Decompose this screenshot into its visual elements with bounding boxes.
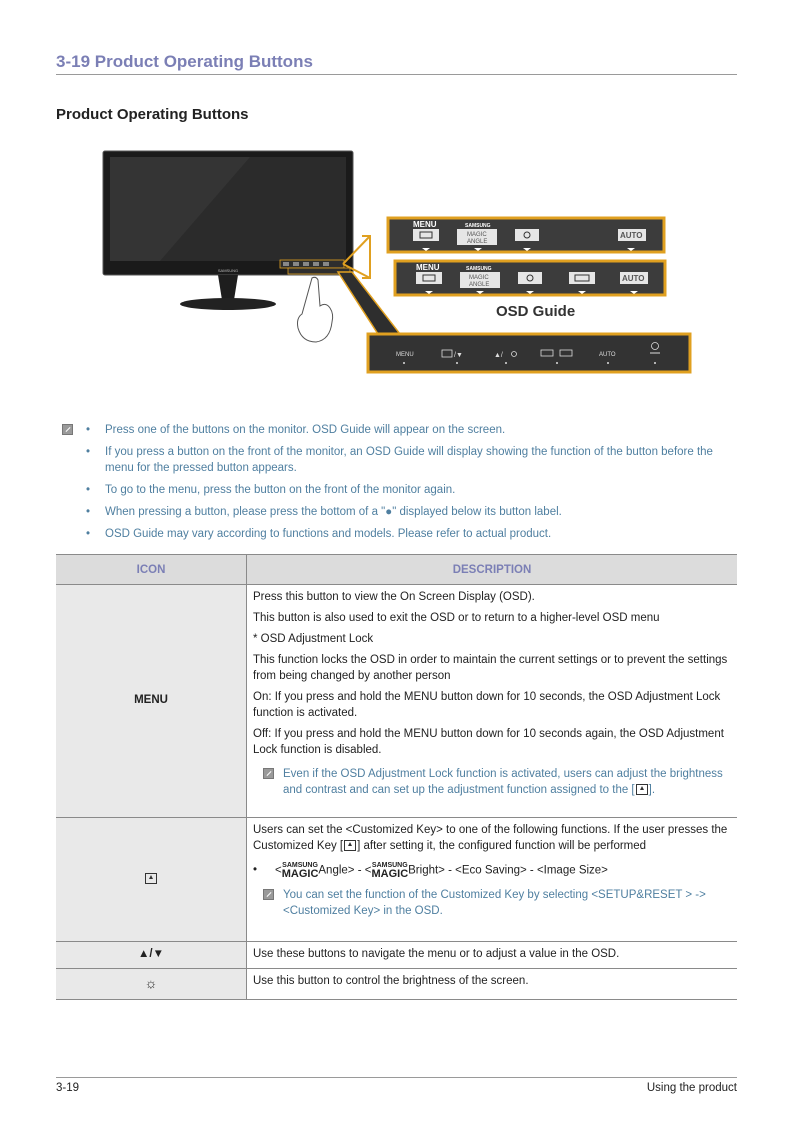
customized-key-description-cell [247, 818, 738, 942]
custom-note: You can set the function of the Customized Key by selecting <SETUP&RESET > -> <Customized Key> in the OSD. [253, 887, 731, 919]
table-row-menu [56, 585, 737, 818]
custom-desc-p1: Users can set the <Customized Key> to one of the following functions. If the user presses the Customized Key [ ] after setting it, the configured function will be performed [253, 824, 728, 852]
note-item: • When pressing a button, please press the bottom of a "●" displayed below its button label. [86, 504, 738, 520]
svg-text:ANGLE: ANGLE [469, 282, 490, 288]
page-subtitle: Product Operating Buttons [56, 106, 249, 123]
svg-text:AUTO: AUTO [599, 352, 616, 358]
navigation-description-cell: Use these buttons to navigate the menu or to adjust a value in the OSD. [247, 942, 738, 969]
menu-description-cell [247, 585, 738, 818]
menu-note [253, 766, 731, 798]
svg-text:AUTO: AUTO [622, 274, 645, 283]
note-item: • Press one of the buttons on the monitor. OSD Guide will appear on the screen. [86, 422, 738, 438]
menu-desc-p4: This function locks the OSD in order to maintain the current settings or to prevent the settings from being changed by another person [253, 654, 728, 682]
table-row-customized-key [56, 818, 737, 942]
note-item: • If you press a button on the front of the monitor, an OSD Guide will display showing the function of the button before the menu for the pressed button appears. [86, 444, 738, 476]
menu-desc-p2: This button is also used to exit the OSD or to return to a higher-level OSD menu [253, 612, 660, 624]
menu-note-text-a: Even if the OSD Adjustment Lock function is activated, users can adjust the brightness and contrast and can set up the adjustment function assigned to the [ [283, 768, 723, 796]
note-icon [263, 768, 274, 779]
osd-guide-row-2 [395, 261, 665, 295]
svg-text:MAGIC: MAGIC [469, 275, 489, 281]
table-row-brightness [56, 969, 737, 1000]
product-figure [100, 148, 700, 388]
footer-divider [56, 1077, 737, 1078]
menu-desc-p6: Off: If you press and hold the MENU button down for 10 seconds again, the OSD Adjustment Lock function is disabled. [253, 728, 724, 756]
table-header-row [56, 555, 737, 585]
note-icon [62, 424, 73, 435]
notes-block [62, 422, 738, 548]
title-divider [56, 74, 737, 75]
note-icon [263, 889, 274, 900]
button-panel [368, 334, 690, 372]
menu-desc-p3: * OSD Adjustment Lock [253, 633, 374, 645]
svg-text:/▼: /▼ [454, 352, 463, 359]
brightness-description-cell: Use this button to control the brightness of the screen. [247, 969, 738, 1000]
svg-text:MENU: MENU [396, 352, 414, 358]
navigation-icon-cell: ▲/▼ [56, 942, 247, 969]
svg-text:SAMSUNG: SAMSUNG [466, 266, 492, 272]
menu-note-text-b: ]. [648, 784, 656, 796]
customized-key-icon-cell [56, 818, 247, 942]
svg-text:▲/: ▲/ [494, 352, 503, 359]
svg-text:MENU: MENU [413, 220, 437, 229]
description-column-header: DESCRIPTION [247, 555, 738, 585]
page-number: 3-19 [56, 1082, 80, 1094]
monitor-illustration [103, 151, 400, 342]
svg-text:SAMSUNG: SAMSUNG [465, 223, 491, 229]
chapter-name: Using the product [646, 1082, 737, 1094]
buttons-table [56, 554, 737, 1000]
monitor-brand: SAMSUNG [217, 268, 239, 273]
svg-text:AUTO: AUTO [620, 231, 643, 240]
samsung-magic-logo: SAMSUNG MAGIC [281, 862, 319, 880]
customized-key-icon [636, 784, 648, 795]
samsung-magic-logo: SAMSUNG MAGIC [371, 862, 409, 880]
menu-desc-p5: On: If you press and hold the MENU button down for 10 seconds, the OSD Adjustment Lock function is activated. [253, 691, 721, 719]
svg-text:ANGLE: ANGLE [467, 239, 488, 245]
customized-key-icon [145, 873, 157, 884]
icon-column-header: ICON [56, 555, 247, 585]
section-title: 3-19 Product Operating Buttons [56, 52, 313, 71]
notes-list [62, 422, 738, 542]
osd-guide-label: OSD Guide [496, 303, 576, 320]
menu-icon-cell: MENU [56, 585, 247, 818]
svg-text:MENU: MENU [416, 263, 440, 272]
note-item: • To go to the menu, press the button on the front of the monitor again. [86, 482, 738, 498]
brightness-icon-cell: ☼ [56, 969, 247, 1000]
customized-key-icon [344, 840, 356, 851]
osd-guide-row-1 [388, 218, 664, 252]
note-item: • OSD Guide may vary according to functions and models. Please refer to actual product. [86, 526, 738, 542]
menu-desc-p1: Press this button to view the On Screen Display (OSD). [253, 591, 535, 603]
svg-text:MAGIC: MAGIC [467, 232, 487, 238]
table-row-navigation [56, 942, 737, 969]
custom-options-bullet: • <SAMSUNG MAGIC Angle> - <SAMSUNG MAGIC Bright> - <Eco Saving> - <Image Size> [253, 862, 731, 879]
